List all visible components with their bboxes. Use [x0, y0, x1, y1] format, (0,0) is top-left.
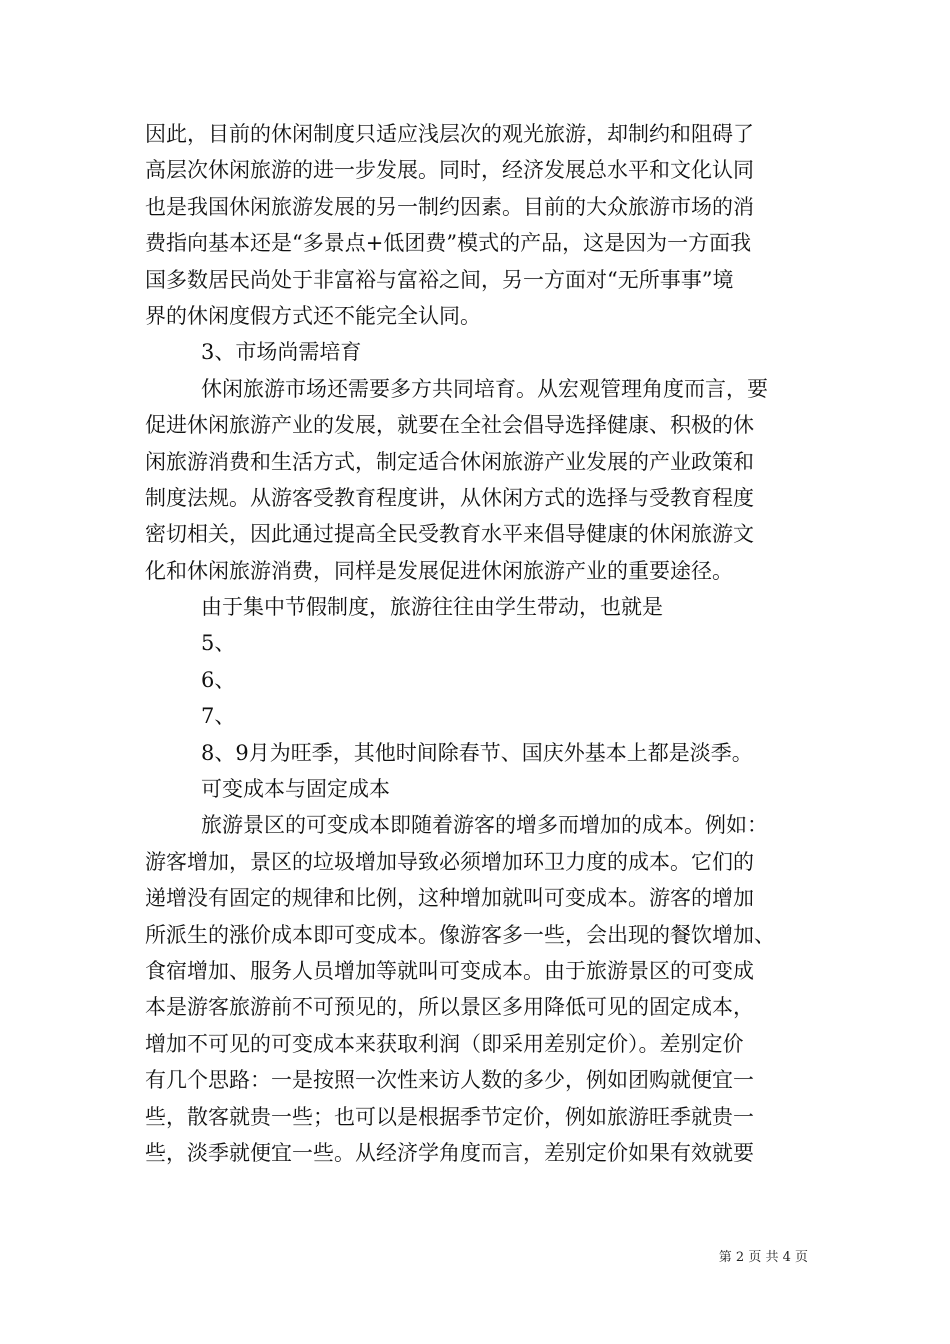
text-line: 可变成本与固定成本: [201, 777, 390, 802]
text-line: 些，散客就贵一些；也可以是根据季节定价，例如旅游旺季就贵一: [145, 1104, 754, 1129]
text-line: 5、: [201, 631, 236, 656]
text-line: 3、市场尚需培育: [201, 340, 362, 365]
text-line: 旅游景区的可变成本即随着游客的增多而增加的成本。例如：: [201, 813, 768, 838]
text-line: 8、9月为旺季，其他时间除春节、国庆外基本上都是淡季。: [201, 740, 753, 765]
text-line: 界的休闲度假方式还不能完全认同。: [145, 303, 481, 328]
body-text: [145, 116, 815, 1171]
text-line: 国多数居民尚处于非富裕与富裕之间，另一方面对“无所事事”境: [145, 267, 734, 292]
page-number-footer: 第 2 页 共 4 页: [718, 1250, 808, 1265]
text-line: 增加不可见的可变成本来获取利润（即采用差别定价）。差别定价: [145, 1031, 744, 1056]
text-line: 促进休闲旅游产业的发展，就要在全社会倡导选择健康、积极的休: [145, 413, 754, 438]
text-line: 些，淡季就便宜一些。从经济学角度而言，差别定价如果有效就要: [145, 1140, 754, 1165]
text-line: 高层次休闲旅游的进一步发展。同时，经济发展总水平和文化认同: [145, 158, 754, 183]
text-line: 本是游客旅游前不可预见的，所以景区多用降低可见的固定成本，: [145, 995, 754, 1020]
text-line: 所派生的涨价成本即可变成本。像游客多一些，会出现的餐饮增加、: [145, 922, 775, 947]
text-line: 化和休闲旅游消费，同样是发展促进休闲旅游产业的重要途径。: [145, 558, 733, 583]
text-line: 食宿增加、服务人员增加等就叫可变成本。由于旅游景区的可变成: [145, 958, 754, 983]
text-line: 递增没有固定的规律和比例，这种增加就叫可变成本。游客的增加: [145, 886, 754, 911]
text-line: 费指向基本还是“多景点+低团费”模式的产品，这是因为一方面我: [145, 231, 752, 256]
text-line: 闲旅游消费和生活方式，制定适合休闲旅游产业发展的产业政策和: [145, 449, 754, 474]
text-line: 游客增加，景区的垃圾增加导致必须增加环卫力度的成本。它们的: [145, 849, 754, 874]
text-line: 6、: [201, 667, 236, 692]
text-line: 制度法规。从游客受教育程度讲，从休闲方式的选择与受教育程度: [145, 485, 754, 510]
text-line: 有几个思路：一是按照一次性来访人数的多少，例如团购就便宜一: [145, 1068, 754, 1093]
text-line: 也是我国休闲旅游发展的另一制约因素。目前的大众旅游市场的消: [145, 194, 754, 219]
text-line: 因此，目前的休闲制度只适应浅层次的观光旅游，却制约和阻碍了: [145, 122, 754, 146]
text-line: 7、: [201, 704, 236, 729]
text-line: 密切相关，因此通过提高全民受教育水平来倡导健康的休闲旅游文: [145, 522, 754, 547]
text-line: 由于集中节假制度，旅游往往由学生带动，也就是: [201, 595, 663, 620]
text-line: 休闲旅游市场还需要多方共同培育。从宏观管理角度而言，要: [201, 376, 768, 401]
